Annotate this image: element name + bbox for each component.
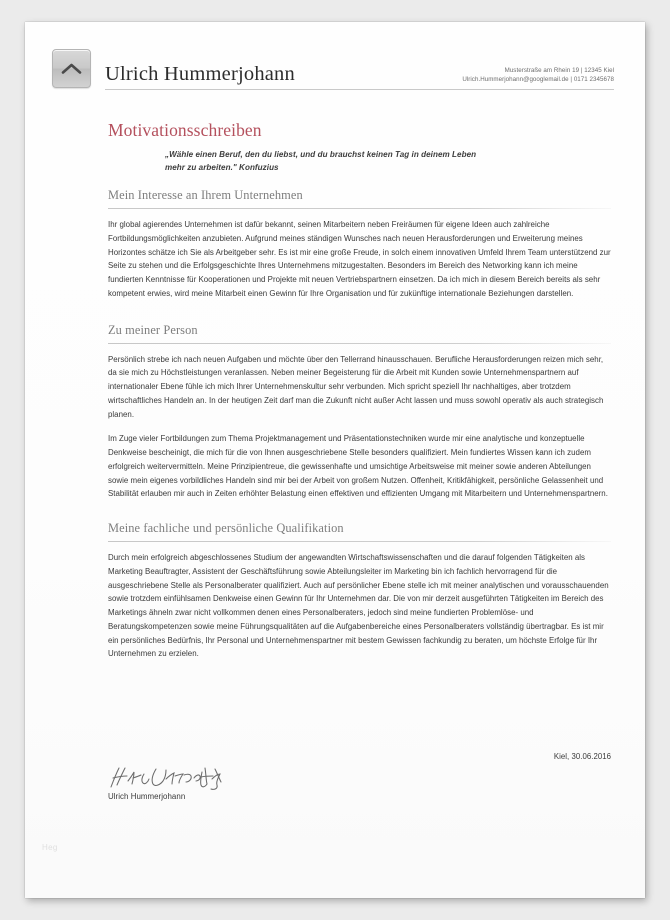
section-paragraph: Ihr global agierendes Unternehmen ist dafür bekannt, seinen Mitarbeitern neben Freiräumen für eigene Ideen auch zahlreiche Fortbildungsmöglichkeiten anzubieten. Aufgrund meines ständigen Wunsches nach neuen Herausforderungen und Erweiterung meines Horizontes schätze ich Sie als Arbeitgeber sehr. Es ist mir eine große Freude, in solch einem innovativen Umfeld Ihrem Team unterstützend zur Seite zu stehen und die Erfolgsgeschichte Ihres Unternehmens mitzugestalten. Besonders im Bereich des Networking kann ich meine fundierten Kenntnisse für Kooperationen und Projekte mit neuen Vertriebspartnern einsetzen. Da ich mich in diesem Bereich bereits als sehr kompetent erwies, wird meine Mitarbeit einen Gewinn für Ihre Organisation und für zukünftige internationale Beziehungen darstellen. <box>108 220 611 298</box>
section-divider <box>108 541 611 542</box>
section-spacer <box>108 301 611 323</box>
section-mein-interesse <box>108 188 611 301</box>
epigraph-quote: „Wähle einen Beruf, den du liebst, und du brauchst keinen Tag in deinem Leben mehr zu arbeiten." Konfuzius <box>165 150 477 173</box>
contact-address: Musterstraße am Rhein 19 | 12345 Kiel <box>504 66 614 74</box>
page-title: Motivationsschreiben <box>108 120 262 140</box>
section-zu-meiner-person <box>108 323 611 502</box>
document-page-shadow <box>25 22 645 898</box>
section-qualifikation <box>108 521 611 661</box>
contact-email-phone: Ulrich.Hummerjohann@googlemail.de | 0171 2345678 <box>462 76 614 84</box>
signature-block <box>108 752 611 801</box>
page-watermark: Heg <box>42 843 58 852</box>
section-spacer <box>108 501 611 521</box>
contact-details <box>462 66 614 86</box>
section-paragraph: Persönlich strebe ich nach neuen Aufgaben und möchte über den Tellerrand hinausschauen. Berufliche Herausforderungen reizen mich sehr, da sie mich zu Höchstleistungen veranlassen. Neben meiner Begeisterung für die Arbeit mit Kunden sowie Unternehmenspartnern auf internationaler Ebene fühle ich mich Ihrer Unternehmenskultur sehr verbunden. Mich spricht speziell Ihr nachhaltiges, aber trotzdem wirtschaftliches Handeln an. In der heutigen Zeit darf man die Zukunft nicht außer Acht lassen und muss sowohl operativ als auch strategisch planen. <box>108 354 604 419</box>
person-name: Ulrich Hummerjohann <box>105 63 295 86</box>
section-paragraph: Durch mein erfolgreich abgeschlossenes Studium der angewandten Wirtschaftswissenschaften und die darauf folgenden Tätigkeiten als Marketing Beauftragter, Assistent der Geschäftsführung sowie Abteilungsleiter im Marketing bin ich fachlich hervorragend für die ausgeschriebene Stelle als Personalberater qualifiziert. Auch auf persönlicher Ebene stelle ich mit meiner analytischen und vorausschauenden sowie trotzdem einfühlsamen Denkweise einen Gewinn für Ihr Unternehmen dar. Die von mir derzeit ausgeführten Tätigkeiten im Bereich des Marketings ähneln zwar nicht vollkommen denen eines Personalberaters, jedoch sind meine fundierten Problemlöse- und Beratungskompetenzen sowie meine Führungsqualitäten auf die Aufgabenbereiche eines Personalberaters vollständig übertragbar. Es ist mir ein persönliches Bedürfnis, Ihr Personal und Unternehmenspartner mit bestem Gewissen fachkundig zu beraten, um höchste Erfolge für Ihr Unternehmen zu erzielen. <box>108 553 609 659</box>
place-date: Kiel, 30.06.2016 <box>553 752 611 761</box>
handwritten-signature <box>108 765 611 791</box>
document-header <box>52 49 614 90</box>
section-heading: Zu meiner Person <box>108 322 198 337</box>
chevron-up-icon[interactable] <box>52 49 91 88</box>
header-name-block <box>105 63 614 90</box>
signature-name: Ulrich Hummerjohann <box>108 792 186 801</box>
section-divider <box>108 343 611 344</box>
section-divider <box>108 208 611 209</box>
document-body <box>108 188 611 661</box>
signature-icon <box>108 765 233 791</box>
document-page <box>25 22 645 898</box>
section-heading: Meine fachliche und persönliche Qualifikation <box>108 521 344 535</box>
section-heading: Mein Interesse an Ihrem Unternehmen <box>108 188 303 202</box>
section-paragraph: Im Zuge vieler Fortbildungen zum Thema Projektmanagement und Präsentationstechniken wurde mir eine analytische und konzeptuelle Denkweise bescheinigt, die mich für die von Ihnen ausgeschriebene Stelle besonders qualifiziert. Mein fundiertes Wissen kann ich zudem erfolgreich weitervermitteln. Meine Prinzipientreue, die gewissenhafte und umsichtige Arbeitsweise mit meiner sowie anderen Abteilungen sowie mein eigenes vorbildliches Handeln sind mir bei der Arbeit von großem Nutzen. Offenheit, Kritikfähigkeit, persönliche Gelassenheit und Stabilität erlauben mir auch in Zeiten erhöhter Belastung einen effektiven und effizienten Umgang mit Mitarbeitern und Unternehmenspartnern. <box>108 434 608 499</box>
